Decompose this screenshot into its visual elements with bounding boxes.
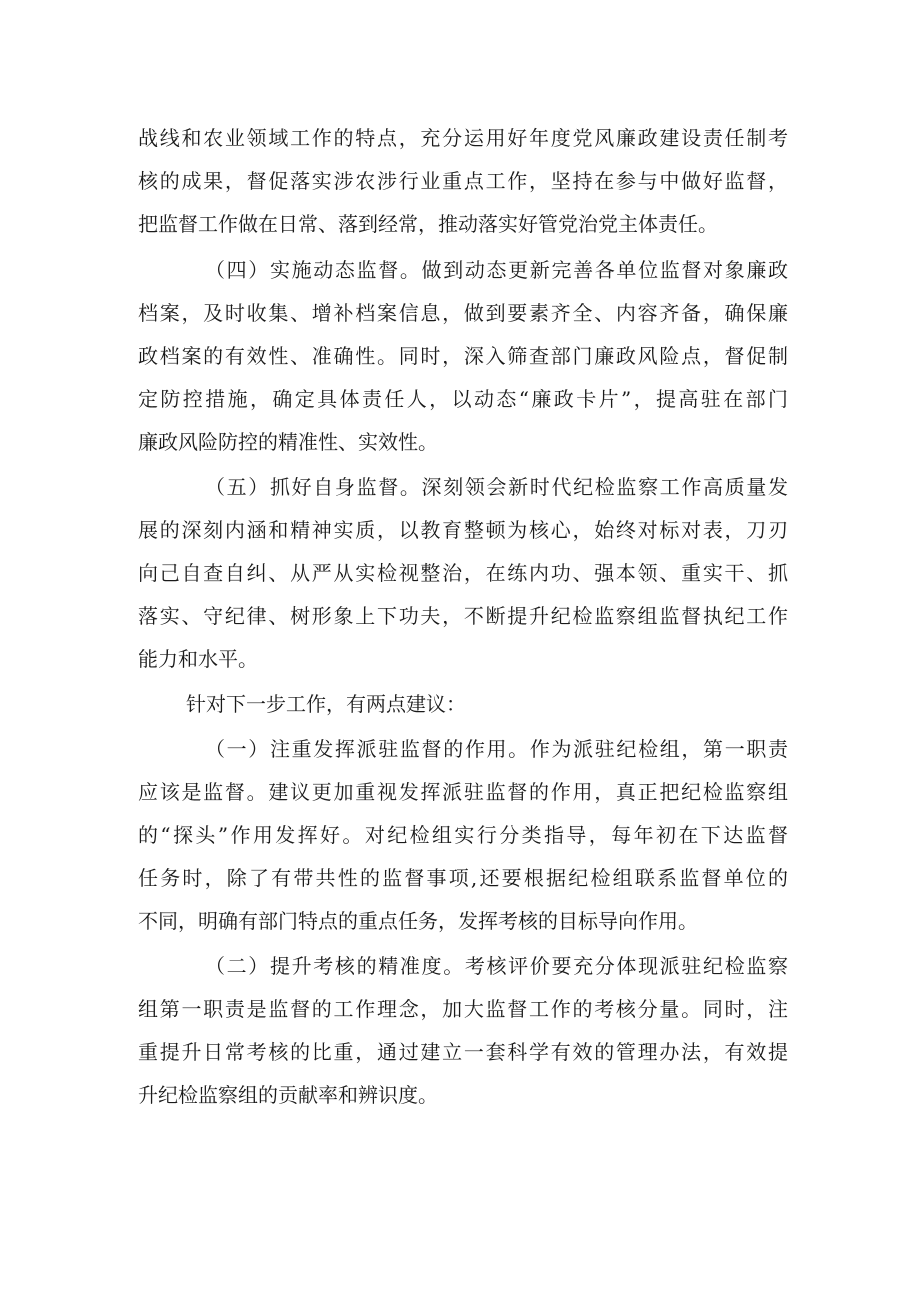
paragraph-line: 战线和农业领域工作的特点，充分运用好年度党风廉政建设责任制考 (138, 126, 788, 150)
paragraph-line: 向己自查自纠、从严从实检视整治，在练内功、强本领、重实干、抓 (138, 561, 788, 585)
paragraph-line: 不同，明确有部门特点的重点任务，发挥考核的目标导向作用。 (138, 909, 698, 933)
paragraph-line: 把监督工作做在日常、落到经常，推动落实好管党治党主体责任。 (138, 212, 718, 236)
paragraph-line: 廉政风险防控的精准性、实效性。 (138, 430, 438, 454)
section-heading-line: （一）注重发挥派驻监督的作用。作为派驻纪检组，第一职责 (205, 737, 788, 761)
section-heading-line: （四）实施动态监督。做到动态更新完善各单位监督对象廉政 (205, 258, 788, 282)
paragraph-line: 组第一职责是监督的工作理念，加大监督工作的考核分量。同时，注 (138, 997, 788, 1021)
paragraph-line: 定防控措施，确定具体责任人，以动态“廉政卡片”，提高驻在部门 (138, 387, 788, 411)
paragraph-line: 政档案的有效性、准确性。同时，深入筛查部门廉政风险点，督促制 (138, 344, 788, 368)
paragraph-line: 的“探头”作用发挥好。对纪检组实行分类指导，每年初在下达监督 (138, 823, 788, 847)
paragraph-line: 落实、守纪律、树形象上下功夫，不断提升纪检监察组监督执纪工作 (138, 604, 788, 628)
paragraph-line: 重提升日常考核的比重，通过建立一套科学有效的管理办法，有效提 (138, 1040, 788, 1064)
section-heading-line: （五）抓好自身监督。深刻领会新时代纪检监察工作高质量发 (205, 475, 788, 499)
paragraph-line: 核的成果，督促落实涉农涉行业重点工作，坚持在参与中做好监督， (138, 169, 788, 193)
section-heading-line: （二）提升考核的精准度。考核评价要充分体现派驻纪检监察 (205, 954, 788, 978)
paragraph-line: 档案，及时收集、增补档案信息，做到要素齐全、内容齐备，确保廉 (138, 301, 788, 325)
paragraph-line: 展的深刻内涵和精神实质，以教育整顿为核心，始终对标对表，刀刃 (138, 518, 788, 542)
paragraph-line: 应该是监督。建议更加重视发挥派驻监督的作用，真正把纪检监察组 (138, 780, 788, 804)
paragraph-line: 能力和水平。 (138, 647, 258, 671)
paragraph-line: 针对下一步工作，有两点建议： (186, 692, 466, 716)
paragraph-line: 升纪检监察组的贡献率和辨识度。 (138, 1083, 438, 1107)
paragraph-line: 任务时，除了有带共性的监督事项,还要根据纪检组联系监督单位的 (138, 866, 788, 890)
